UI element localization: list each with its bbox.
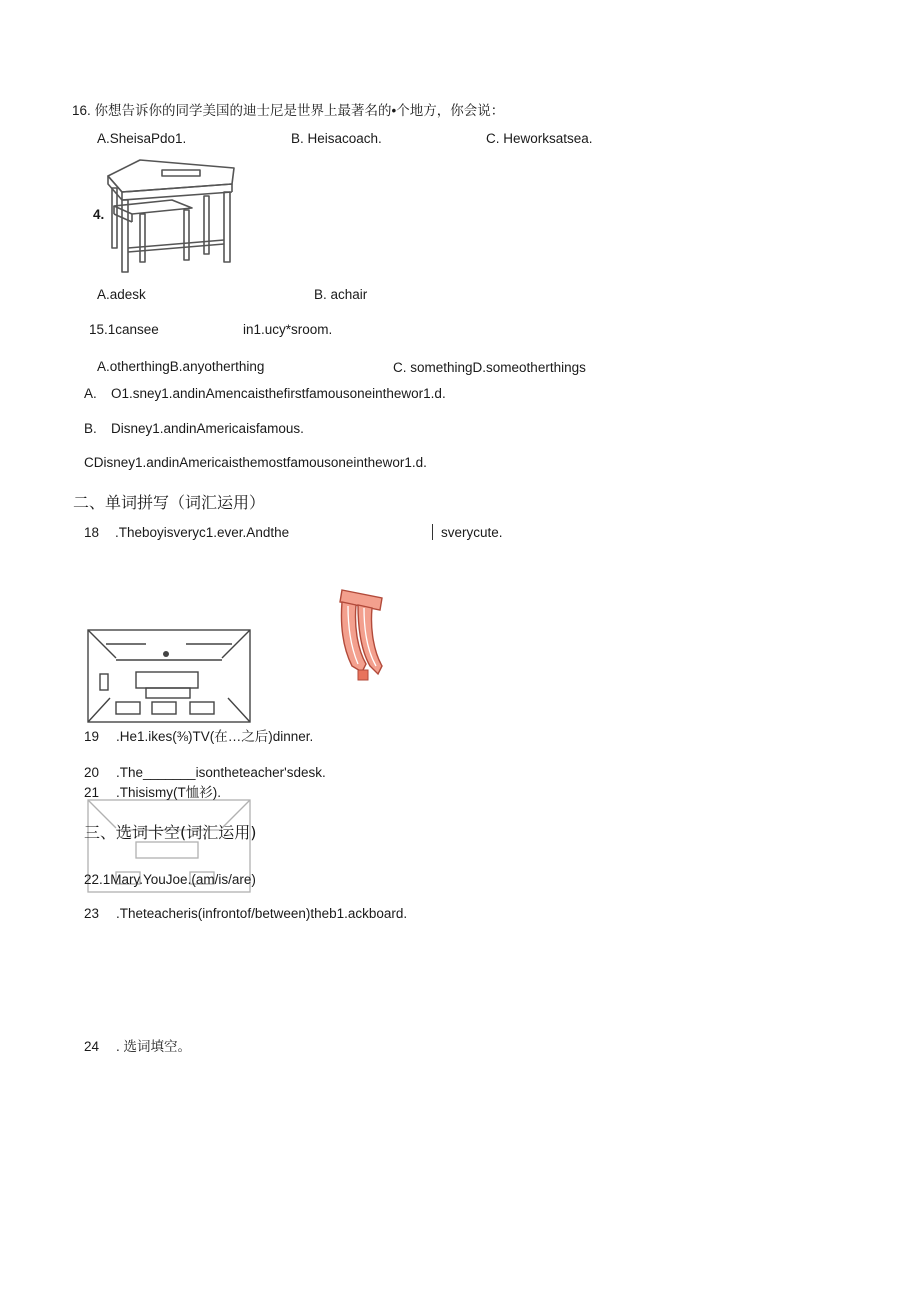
- section-3-heading: 三、选词卡空(词汇运用): [84, 823, 257, 842]
- disney-option-a-label: A.: [84, 386, 97, 401]
- q18-text: .Theboyisveryc1.ever.Andthe: [115, 525, 290, 540]
- q20-number: 20: [84, 765, 100, 780]
- disney-option-b-label: B.: [84, 421, 97, 436]
- q16-option-c: C. Heworksatsea.: [486, 131, 593, 146]
- q16-prompt: 16. 你想告诉你的同学美国的迪士尼是世界上最著名的•个地方，你会说：: [72, 103, 505, 118]
- q15-stem-right: in1.ucy*sroom.: [243, 322, 333, 337]
- q18-tail: sverycute.: [441, 525, 503, 540]
- q23-number: 23: [84, 906, 100, 921]
- disney-option-c: CDisney1.andinAmericaisthemostfamousoneinthewor1.d.: [84, 455, 427, 470]
- q15-options-ab: A.otherthingB.anyotherthing: [97, 359, 265, 374]
- q19-number: 19: [84, 729, 100, 744]
- q18-blank-marker: [432, 524, 433, 540]
- q19-text: .He1.ikes(⅜)TV(在…之后)dinner.: [116, 729, 314, 744]
- q24-text: . 选词填空。: [116, 1039, 192, 1054]
- q21-number: 21: [84, 785, 100, 800]
- q4-option-b: B. achair: [314, 287, 368, 302]
- q21-text: .Thisismy(T恤衫).: [116, 785, 221, 800]
- desk-illustration: [92, 152, 244, 278]
- q16-option-a: A.SheisaPdo1.: [97, 131, 187, 146]
- disney-option-b: Disney1.andinAmericaisfamous.: [111, 421, 304, 436]
- q18-number: 18: [84, 525, 100, 540]
- classroom-illustration: [86, 628, 252, 724]
- q15-options-cd: C. somethingD.someotherthings: [393, 360, 586, 375]
- section-2-heading: 二、单词拼写（词汇运用）: [73, 493, 266, 512]
- q16-option-b: B. Heisacoach.: [291, 131, 382, 146]
- q15-stem-left: 15.1cansee: [89, 322, 159, 337]
- q23-text: .Theteacheris(infrontof/between)theb1.ackboard.: [116, 906, 408, 921]
- q20-text: .The_______isontheteacher'sdesk.: [116, 765, 326, 780]
- socks-illustration: [322, 580, 394, 688]
- disney-option-a: O1.sney1.andinAmencaisthefirstfamousoneinthewor1.d.: [111, 386, 446, 401]
- q22-text: 22.1Mary.YouJoe.(am/is/are): [84, 872, 256, 887]
- q24-number: 24: [84, 1039, 100, 1054]
- q4-option-a: A.adesk: [97, 287, 146, 302]
- q4-number: 4.: [93, 207, 105, 222]
